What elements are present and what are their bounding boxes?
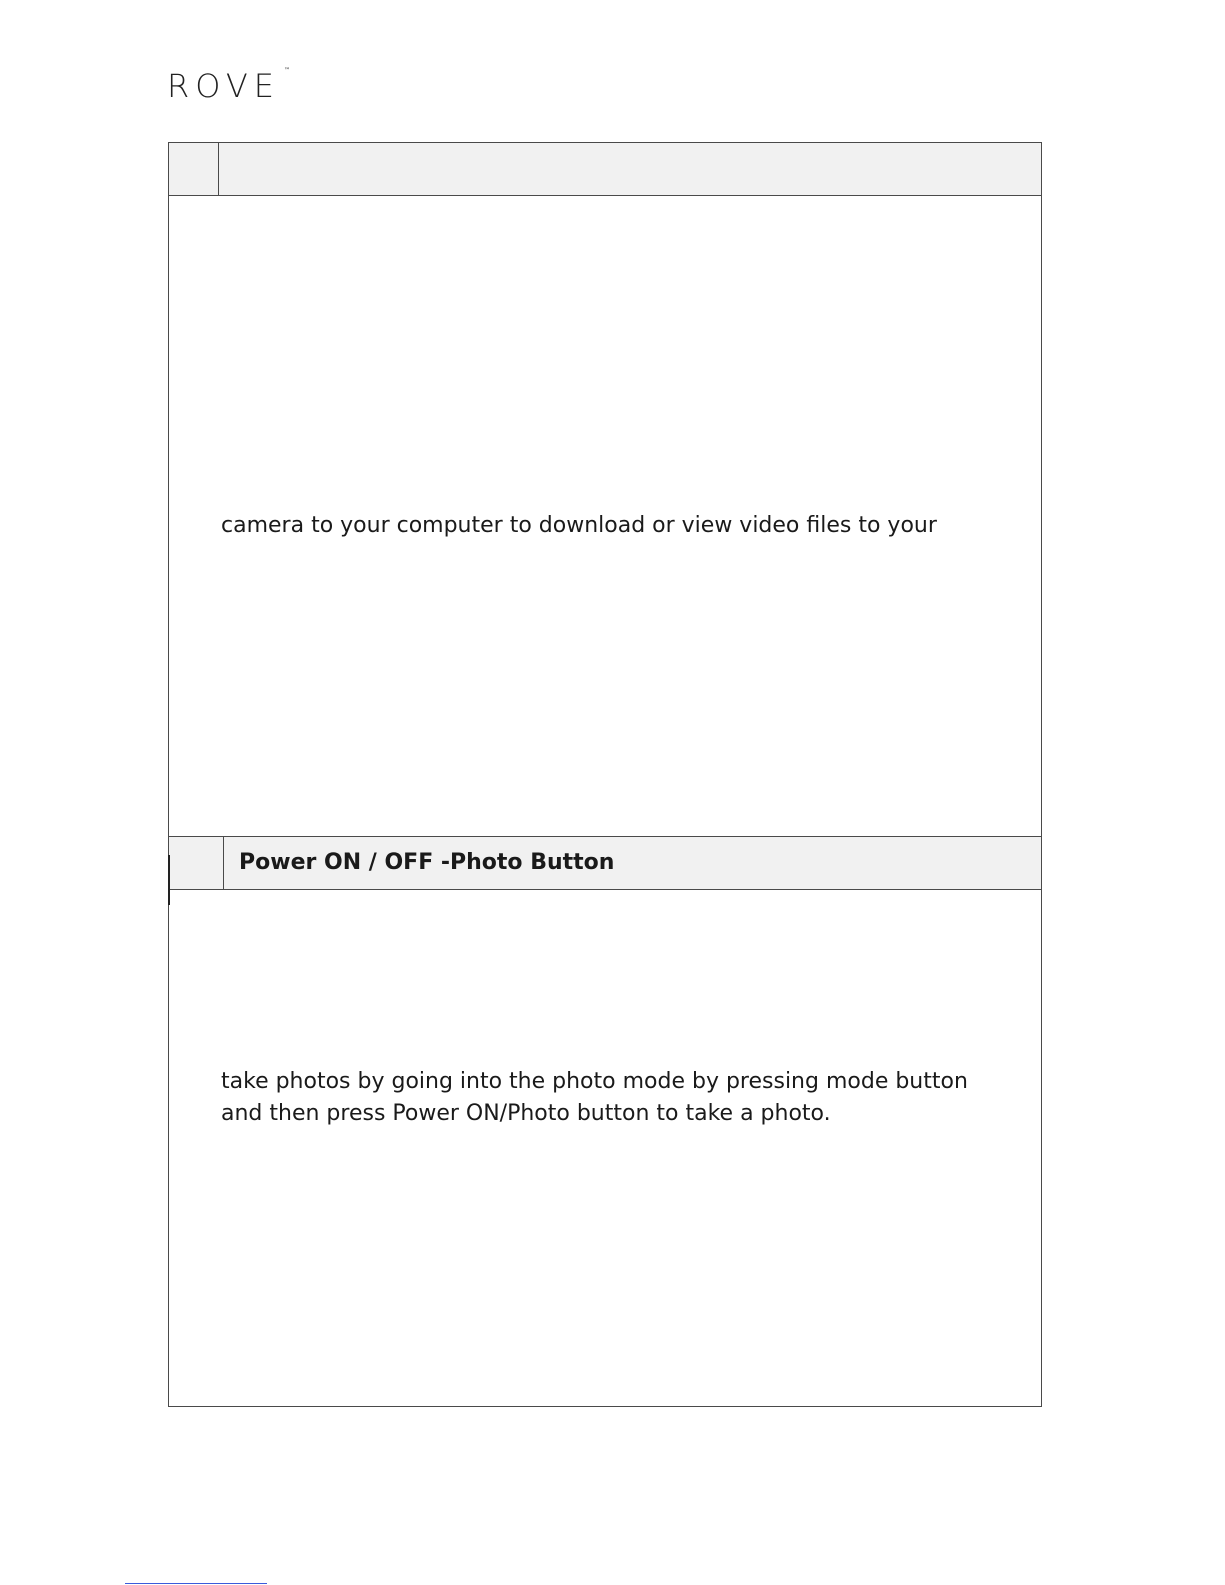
section-header <box>169 143 1041 196</box>
margin-mark <box>168 855 170 905</box>
rove-logo <box>167 67 290 105</box>
section-body-line: and then press Power ON/Photo button to take a photo. <box>221 1101 831 1126</box>
section-number-cell <box>169 143 219 195</box>
footer-link-underline <box>125 1583 267 1584</box>
section-header <box>169 837 1041 890</box>
section-usb <box>168 142 1042 837</box>
section-body-line: take photos by going into the photo mode by pressing mode button <box>221 1069 968 1094</box>
section-number-cell <box>169 837 224 889</box>
section-title: Power ON / OFF -Photo Button <box>239 850 615 875</box>
section-power-photo <box>168 836 1042 1407</box>
logo-text: ROVE <box>167 67 280 105</box>
logo-trademark: ™ <box>283 67 290 74</box>
section-body-line: camera to your computer to download or view video files to your <box>221 513 937 538</box>
